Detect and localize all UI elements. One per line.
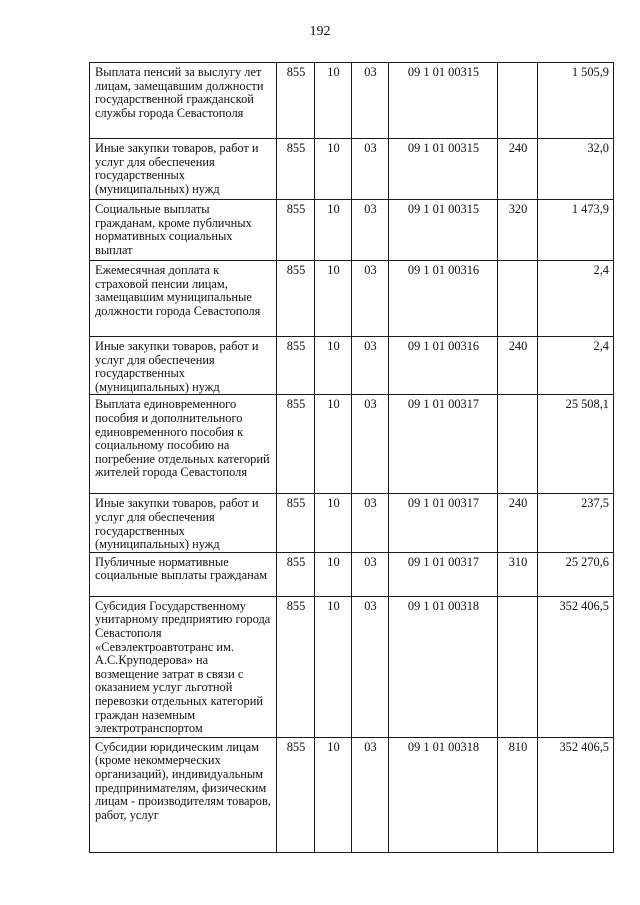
row-section-code: 10 <box>315 337 352 395</box>
row-section-code: 10 <box>315 552 352 596</box>
row-target-code: 09 1 01 00317 <box>389 552 498 596</box>
row-ministry-code: 855 <box>277 596 315 737</box>
row-subsection-code: 03 <box>352 552 389 596</box>
row-ministry-code: 855 <box>277 139 315 200</box>
row-ministry-code: 855 <box>277 261 315 337</box>
row-subsection-code: 03 <box>352 63 389 139</box>
row-target-code: 09 1 01 00317 <box>389 395 498 494</box>
row-ministry-code: 855 <box>277 737 315 852</box>
table-row <box>90 596 614 737</box>
row-name: Выплата пенсий за выслугу лет лицам, замещавшим должности государственной гражданской службы города Севастополя <box>90 63 277 139</box>
row-name: Иные закупки товаров, работ и услуг для обеспечения государственных (муниципальных) нужд <box>90 494 277 552</box>
row-amount: 1 473,9 <box>538 200 614 261</box>
row-ministry-code: 855 <box>277 552 315 596</box>
row-subsection-code: 03 <box>352 494 389 552</box>
row-amount: 352 406,5 <box>538 596 614 737</box>
row-ministry-code: 855 <box>277 395 315 494</box>
row-section-code: 10 <box>315 63 352 139</box>
table-row <box>90 200 614 261</box>
page-number: 192 <box>309 24 331 39</box>
table-row <box>90 63 614 139</box>
row-expense-type <box>498 261 538 337</box>
budget-table <box>89 62 614 853</box>
row-name: Субсидии юридическим лицам (кроме некоммерческих организаций), индивидуальным предпринимателям, физическим лицам - производителям товаров, работ, услуг <box>90 737 277 852</box>
row-expense-type <box>498 395 538 494</box>
row-name: Публичные нормативные социальные выплаты гражданам <box>90 552 277 596</box>
row-section-code: 10 <box>315 200 352 261</box>
row-section-code: 10 <box>315 596 352 737</box>
row-expense-type: 240 <box>498 139 538 200</box>
row-expense-type: 810 <box>498 737 538 852</box>
row-amount: 1 505,9 <box>538 63 614 139</box>
row-amount: 25 270,6 <box>538 552 614 596</box>
row-section-code: 10 <box>315 494 352 552</box>
table-row <box>90 737 614 852</box>
row-target-code: 09 1 01 00315 <box>389 63 498 139</box>
row-subsection-code: 03 <box>352 337 389 395</box>
row-subsection-code: 03 <box>352 139 389 200</box>
row-ministry-code: 855 <box>277 337 315 395</box>
row-ministry-code: 855 <box>277 63 315 139</box>
row-amount: 2,4 <box>538 337 614 395</box>
table-row <box>90 261 614 337</box>
row-expense-type: 240 <box>498 494 538 552</box>
row-amount: 25 508,1 <box>538 395 614 494</box>
row-section-code: 10 <box>315 139 352 200</box>
row-amount: 2,4 <box>538 261 614 337</box>
row-name: Иные закупки товаров, работ и услуг для обеспечения государственных (муниципальных) нужд <box>90 337 277 395</box>
row-expense-type: 320 <box>498 200 538 261</box>
row-subsection-code: 03 <box>352 200 389 261</box>
row-name: Субсидия Государственному унитарному предприятию города Севастополя «Севэлектроавтотранс им. А.С.Круподерова» на возмещение затрат в связи с оказанием услуг льготной перевозки отдельных категорий граждан наземным электротранспортом <box>90 596 277 737</box>
row-section-code: 10 <box>315 737 352 852</box>
table-row <box>90 494 614 552</box>
row-target-code: 09 1 01 00316 <box>389 261 498 337</box>
row-amount: 352 406,5 <box>538 737 614 852</box>
table-row <box>90 395 614 494</box>
row-subsection-code: 03 <box>352 737 389 852</box>
row-expense-type: 310 <box>498 552 538 596</box>
row-ministry-code: 855 <box>277 494 315 552</box>
row-expense-type <box>498 63 538 139</box>
row-ministry-code: 855 <box>277 200 315 261</box>
row-expense-type <box>498 596 538 737</box>
row-name: Иные закупки товаров, работ и услуг для обеспечения государственных (муниципальных) нужд <box>90 139 277 200</box>
row-name: Социальные выплаты гражданам, кроме публичных нормативных социальных выплат <box>90 200 277 261</box>
row-name: Выплата единовременного пособия и дополнительного единовременного пособия к социальному пособию на погребение отдельных категорий жителей города Севастополя <box>90 395 277 494</box>
row-target-code: 09 1 01 00315 <box>389 200 498 261</box>
row-section-code: 10 <box>315 261 352 337</box>
row-target-code: 09 1 01 00317 <box>389 494 498 552</box>
row-subsection-code: 03 <box>352 261 389 337</box>
row-amount: 237,5 <box>538 494 614 552</box>
table-row <box>90 337 614 395</box>
row-target-code: 09 1 01 00316 <box>389 337 498 395</box>
row-section-code: 10 <box>315 395 352 494</box>
row-expense-type: 240 <box>498 337 538 395</box>
row-target-code: 09 1 01 00315 <box>389 139 498 200</box>
row-amount: 32,0 <box>538 139 614 200</box>
table-row <box>90 139 614 200</box>
row-subsection-code: 03 <box>352 395 389 494</box>
row-target-code: 09 1 01 00318 <box>389 596 498 737</box>
row-target-code: 09 1 01 00318 <box>389 737 498 852</box>
row-subsection-code: 03 <box>352 596 389 737</box>
row-name: Ежемесячная доплата к страховой пенсии лицам, замещавшим муниципальные должности города Севастополя <box>90 261 277 337</box>
table-row <box>90 552 614 596</box>
